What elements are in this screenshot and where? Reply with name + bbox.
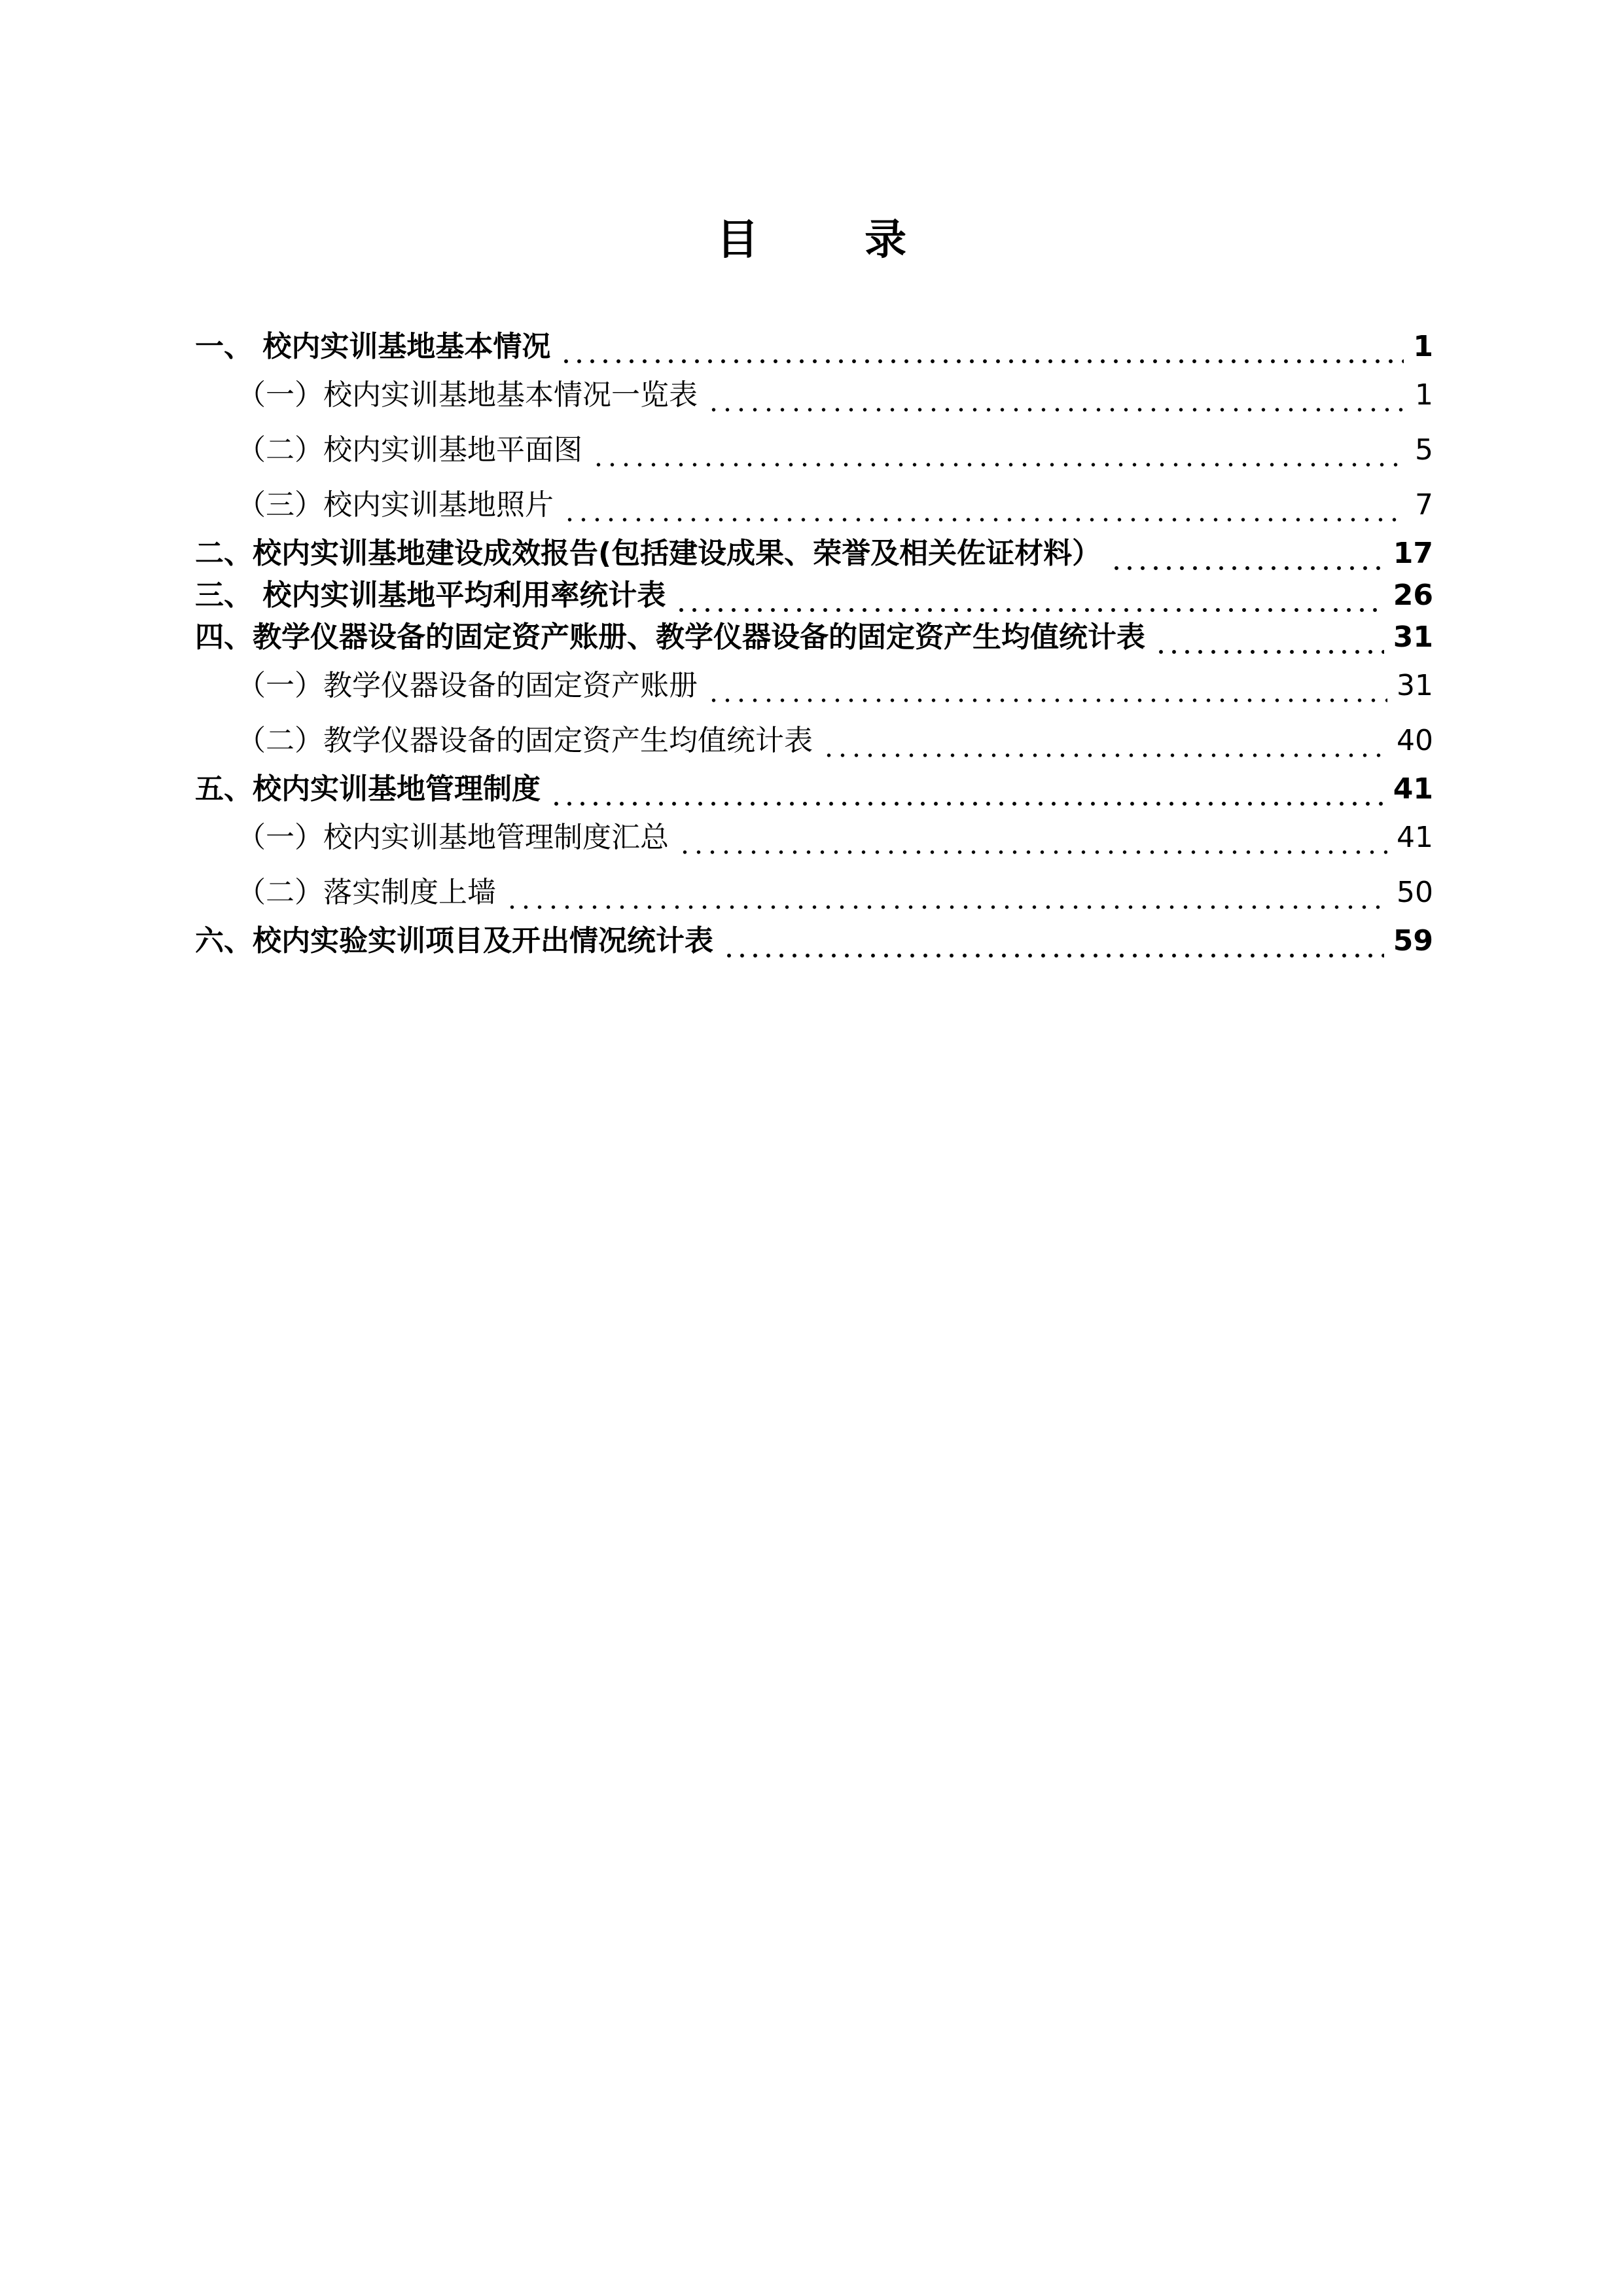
toc-dot-leader bbox=[550, 770, 1384, 809]
toc-entry-page: 17 bbox=[1393, 537, 1433, 570]
toc-entry-page: 7 bbox=[1415, 488, 1433, 522]
toc-dot-leader bbox=[675, 576, 1383, 615]
toc-entry bbox=[195, 922, 1433, 961]
toc-entry bbox=[195, 666, 1433, 706]
toc-entry-page: 26 bbox=[1393, 579, 1433, 612]
toc-entry-label: 三、 校内实训基地平均利用率统计表 bbox=[195, 579, 666, 612]
toc-dot-leader bbox=[505, 873, 1387, 912]
toc-entry bbox=[195, 327, 1433, 367]
toc-entry-page: 1 bbox=[1415, 378, 1433, 412]
toc-dot-leader bbox=[707, 666, 1387, 706]
toc-entry-page: 40 bbox=[1397, 724, 1433, 757]
toc-entry-label: 五、校内实训基地管理制度 bbox=[195, 772, 541, 806]
toc-entry-label: 二、校内实训基地建设成效报告(包括建设成果、荣誉及相关佐证材料） bbox=[195, 537, 1101, 570]
toc-entry-page: 31 bbox=[1393, 620, 1433, 654]
toc-entry bbox=[195, 818, 1433, 857]
page-title: 目 录 bbox=[716, 216, 953, 264]
toc-dot-leader bbox=[707, 376, 1406, 415]
toc-entry bbox=[195, 486, 1433, 525]
toc-entry-page: 1 bbox=[1413, 330, 1433, 363]
toc-entry-label: （一）校内实训基地管理制度汇总 bbox=[237, 821, 669, 854]
toc-entry-page: 31 bbox=[1397, 669, 1433, 702]
toc-dot-leader bbox=[1154, 618, 1384, 657]
toc-entry bbox=[195, 873, 1433, 912]
toc-entry bbox=[195, 618, 1433, 657]
toc-entry bbox=[195, 376, 1433, 415]
toc-entry-label: （二）校内实训基地平面图 bbox=[237, 433, 582, 467]
toc-entry bbox=[195, 431, 1433, 470]
toc-entry-label: 一、 校内实训基地基本情况 bbox=[195, 330, 551, 363]
toc-dot-leader bbox=[822, 721, 1387, 761]
toc-dot-leader bbox=[722, 922, 1384, 961]
toc-dot-leader bbox=[678, 818, 1387, 857]
toc-entry bbox=[195, 534, 1433, 573]
toc-entry-label: 四、教学仪器设备的固定资产账册、教学仪器设备的固定资产生均值统计表 bbox=[195, 620, 1145, 654]
toc-entry bbox=[195, 721, 1433, 761]
toc-dot-leader bbox=[563, 486, 1406, 525]
toc-dot-leader bbox=[560, 327, 1404, 367]
toc-entry-page: 41 bbox=[1393, 772, 1433, 806]
toc-entry-label: 六、校内实验实训项目及开出情况统计表 bbox=[195, 924, 713, 958]
toc-entry-label: （三）校内实训基地照片 bbox=[237, 488, 554, 522]
toc-entry-label: （二）落实制度上墙 bbox=[237, 876, 496, 909]
toc-entry bbox=[195, 770, 1433, 809]
toc-entry-label: （二）教学仪器设备的固定资产生均值统计表 bbox=[237, 724, 813, 757]
toc-dot-leader bbox=[592, 431, 1406, 470]
toc-entry-label: （一）教学仪器设备的固定资产账册 bbox=[237, 669, 698, 702]
toc-entry-page: 50 bbox=[1397, 876, 1433, 909]
toc-entry bbox=[195, 576, 1433, 615]
toc-entry-label: （一）校内实训基地基本情况一览表 bbox=[237, 378, 698, 412]
toc-dot-leader bbox=[1110, 534, 1384, 573]
toc-entry-page: 59 bbox=[1393, 924, 1433, 958]
toc-entry-page: 41 bbox=[1397, 821, 1433, 854]
toc-entry-page: 5 bbox=[1415, 433, 1433, 467]
